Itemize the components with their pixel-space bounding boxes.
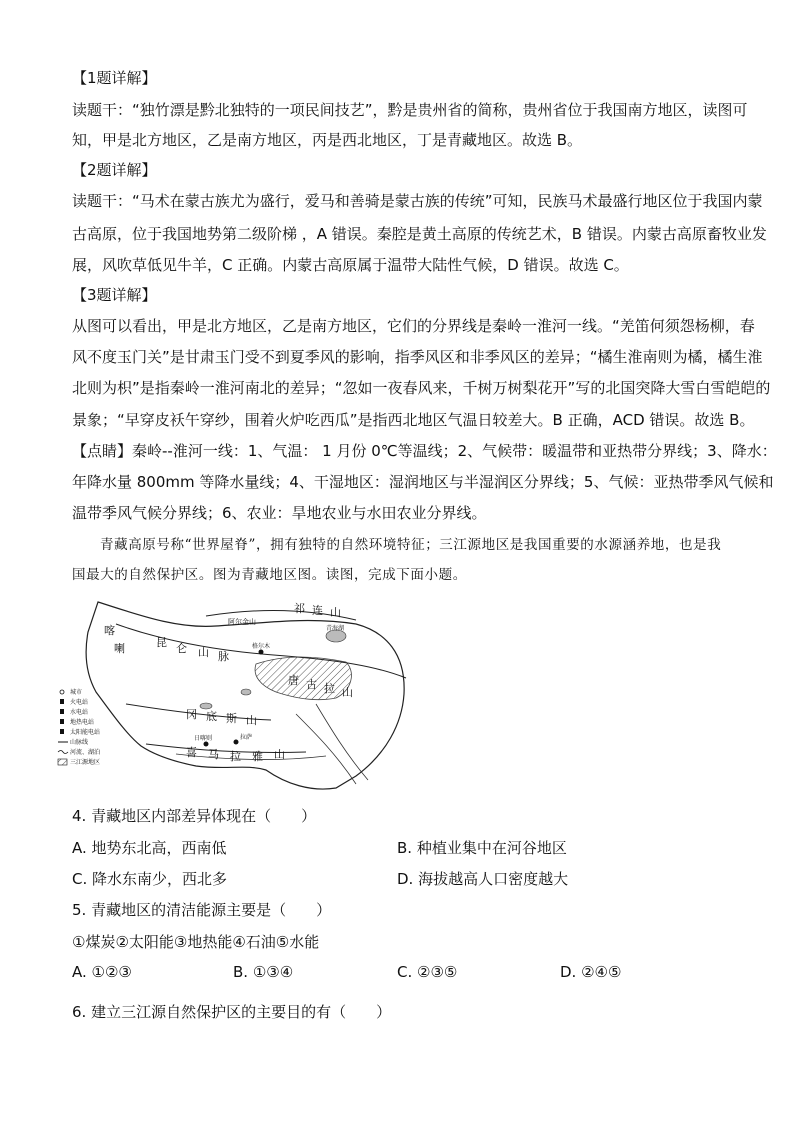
geothermal-power-icon (60, 719, 64, 724)
map-label: 喀 (104, 624, 115, 637)
question-4-stem: 4. 青藏地区内部差异体现在（ ） (72, 807, 317, 825)
map-label: 山 (246, 714, 257, 727)
thermal-power-icon (60, 699, 64, 704)
legend-label: 地热电站 (70, 719, 95, 726)
legend-label: 城市 (70, 689, 83, 696)
question-5-option-b[interactable]: B. ①③④ (233, 963, 294, 981)
map-label: 青海湖 (326, 625, 345, 632)
section-3-line-3: 北则为枳”是指秦岭一淮河南北的差异；“忽如一夜春风来，千树万树梨花开”写的北国突降大雪白雪皑皑的 (72, 379, 771, 397)
section-1-line-2: 知，甲是北方地区，乙是南方地区，丙是西北地区，丁是青藏地区。故选 B。 (72, 131, 583, 149)
lake (200, 703, 212, 709)
section-2-line-2: 古高原，位于我国地势第二级阶梯 ，A 错误。秦腔是黄土高原的传统艺术，B 错误。内蒙古高原畜牧业发 (72, 225, 767, 243)
section-2-line-3: 展，风吹草低见牛羊，C 正确。内蒙古高原属于温带大陆性气候，D 错误。故选 C。 (72, 256, 629, 274)
section-2-header: 【2题详解】 (72, 161, 157, 179)
legend-label: 太阳能电站 (70, 729, 101, 736)
section-3-line-4: 景象；“早穿皮袄午穿纱，围着火炉吃西瓜”是指西北地区气温日较差大。B 正确，ACD 错误。故选 B。 (72, 411, 755, 429)
city-golmud (259, 650, 264, 655)
map-label: 山 (330, 606, 341, 619)
map-label: 祁 (294, 602, 305, 615)
map-label: 底 (206, 710, 217, 723)
section-1-line-1: 读题干：“独竹漂是黔北独特的一项民间技艺”，黔是贵州省的简称，贵州省位于我国南方地区，读图可 (72, 101, 748, 119)
section-3-line-1: 从图可以看出，甲是北方地区，乙是南方地区，它们的分界线是秦岭一淮河一线。“羌笛何须怨杨柳，春 (72, 317, 755, 335)
map-intro: 青藏高原号称“世界屋脊”，拥有独特的自然环境特征；三江源地区是我国重要的水源涵养地，也是我国最大的自然保护区。图为青藏地区图。读图，完成下面小题。 (72, 537, 722, 583)
map-label: 雅 (252, 750, 263, 763)
insight-line-3: 温带季风气候分界线；6、农业：旱地农业与水田农业分界线。 (72, 504, 487, 522)
map-label: 马 (208, 748, 219, 761)
map-label: 格尔木 (252, 643, 271, 650)
legend-label: 水电站 (70, 709, 89, 716)
question-6-stem: 6. 建立三江源自然保护区的主要目的有（ ） (72, 1003, 392, 1021)
map-label: 连 (312, 604, 323, 617)
map-label: 仑 (176, 642, 187, 655)
city-shigatse (204, 742, 209, 747)
legend-label: 山脉线 (70, 739, 89, 746)
map-label: 拉萨 (240, 734, 253, 741)
map-label: 冈 (186, 708, 197, 721)
section-2-line-1: 读题干：“马术在蒙古族尤为盛行，爱马和善骑是蒙古族的传统”可知，民族马术最盛行地区位于我国内蒙 (72, 192, 763, 210)
solar-power-icon (60, 729, 64, 734)
sanjiangyuan-icon (58, 759, 67, 765)
hydro-power-icon (60, 709, 64, 714)
question-5-option-c[interactable]: C. ②③⑤ (397, 963, 458, 981)
insight-text-1: 秦岭--淮河一线：1、气温： 1 月份 0℃等温线；2、气候带：暖温带和亚热带分界线；3、降水： (132, 442, 777, 460)
map-label: 斯 (226, 712, 237, 725)
map-label: 拉 (230, 750, 241, 763)
map-label: 古 (306, 678, 317, 691)
question-4-option-d[interactable]: D. 海拔越高人口密度越大 (397, 870, 569, 888)
insight-header: 【点睛】 (72, 442, 133, 460)
map-label: 拉 (324, 682, 335, 695)
section-3-header: 【3题详解】 (72, 286, 157, 304)
question-5-option-d[interactable]: D. ②④⑤ (560, 963, 622, 981)
map-label: 唐 (288, 674, 299, 687)
lake (241, 689, 251, 695)
city-lhasa (234, 740, 239, 745)
map-label: 阿尔金山 (228, 618, 256, 626)
legend-label: 火电站 (70, 699, 89, 706)
map-label: 脉 (218, 650, 229, 663)
legend-label: 三江源地区 (70, 759, 101, 766)
question-4-option-c[interactable]: C. 降水东南少，西北多 (72, 870, 228, 888)
question-4-option-b[interactable]: B. 种植业集中在河谷地区 (397, 839, 567, 857)
map-label: 日喀则 (194, 735, 213, 742)
question-5-option-a[interactable]: A. ①②③ (72, 963, 132, 981)
insight-line-2: 年降水量 800mm 等降水量线；4、干湿地区：湿润地区与半湿润区分界线；5、气候：亚热带季风气候和 (72, 473, 774, 491)
insight-line-1 (72, 441, 777, 461)
qinghai-tibet-map (56, 594, 416, 794)
question-4-option-a[interactable]: A. 地势东北高，西南低 (72, 839, 227, 857)
map-label: 喇 (114, 642, 125, 655)
question-5-stem: 5. 青藏地区的清洁能源主要是（ ） (72, 901, 332, 919)
map-label: 喜 (186, 746, 197, 759)
map-label: 山 (274, 748, 285, 761)
map-label: 山 (342, 686, 353, 699)
section-1-header: 【1题详解】 (72, 69, 157, 87)
map-label: 昆 (156, 636, 167, 649)
section-3-line-2: 风不度玉门关”是甘肃玉门受不到夏季风的影响，指季风区和非季风区的差异；“橘生淮南则为橘，橘生淮 (72, 348, 763, 366)
legend-label: 河流、湖泊 (70, 749, 101, 756)
question-5-choices: ①煤炭②太阳能③地热能④石油⑤水能 (72, 933, 320, 951)
map-label: 山 (198, 646, 209, 659)
